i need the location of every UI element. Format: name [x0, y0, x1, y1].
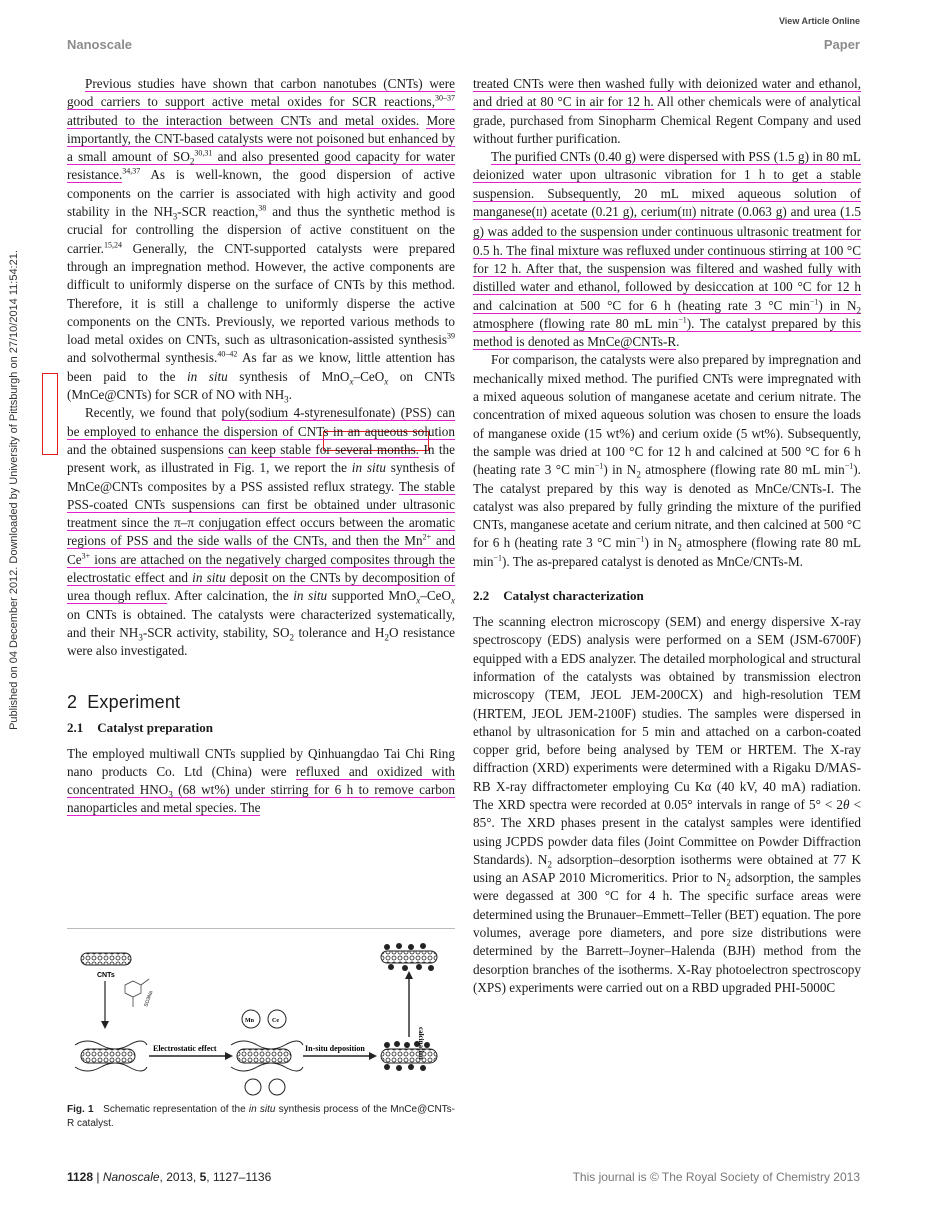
- red-annotation-box-left: [42, 373, 58, 455]
- arrow-head-icon-2: [225, 1052, 233, 1060]
- figure-1: [67, 928, 455, 1097]
- cnt-tube-icon: [81, 953, 131, 965]
- subsection-heading-preparation: 2.1 Catalyst preparation: [67, 719, 213, 735]
- ce-ion-icon-2: [245, 1079, 261, 1095]
- ce-label: Ce: [272, 1018, 279, 1024]
- section-label: Paper: [823, 37, 860, 52]
- paragraph-prep-1-cont: treated CNTs were then washed fully with deionized water and ethanol, and dried at 80 °C in air for 12 h. All other chemicals were of analytical grade, purchased from Sinopharm Chemical Regent Company and used without further purification.: [473, 76, 861, 146]
- paragraph-prep-2: The purified CNTs (0.40 g) were dispersed with PSS (1.5 g) in 80 mL deionized water upon ultrasonic vibration for 1 h to get a stable suspension. Subsequently, 20 mL mixed aqueous solution of manganese(II) acetate (0.21 g), cerium(III) nitrate (0.063 g) and urea (1.5 g) was added to the suspension under continuous ultrasonic treatment for 0.5 h. The final mixture was refluxed under continuous stirring at 100 °C for 12 h. After that, the suspension was filtered and washed fully with distilled water and ethanol, followed by desiccation at 100 °C for 12 h and calcination at 500 °C for 6 h (heating rate 3 °C $\min^{-1}$) in $N_2$ atmosphere (flowing rate 80 mL $\min^{-1}$). The catalyst prepared by this method is denoted as MnCe@CNTs-R.: [473, 149, 862, 350]
- paragraph-char-1: The scanning electron microscopy (SEM) and energy dispersive X-ray spectroscopy (EDS) analysis were performed on a SEM (JSM-6700F) equipped with a EDS analyzer. The detailed morphological and structural information of the catalysts was obtained by transmission electron microscopy (TEM, JEOL JEM-200CX) and high-resolution TEM (HRTEM, JEOL JEM-2100F) studies. The samples were dispersed in ethanol by ultrasonication for 5 min and attached on a carbon-coated copper grid, before being analysed by TEM or HRTEM. The X-ray diffraction (XRD) experiments were determined with a Rigaku D/MAS-RB X-ray diffractometer employing Cu Kα (40 kV, 40 mA) radiation. The XRD spectra were recorded at 0.05° intervals in range of 5° < 2θ < 85°. The XRD phases present in the catalyst samples were identified using JCPDS powder data files (Joint Committee on Powder Diffraction Standards). $N_2$ adsorption–desorption isotherms were obtained at 77 K using an ASAP 2010 Micromeritics. Prior to $N_2$ adsorption, the samples were degassed at 300 °C for 4 h. The specific surface areas were determined using the Brunauer–Emmett–Teller (BET) equation. The pore volumes, average pore diameters, and pore size distributions were determined by the Barrett–Joyner–Halenda (BJH) method from the desorption branches of the isotherms. X-Ray photoelectron spectroscopy (XPS) experiments were carried out on a RBD upgraded PHI-5000C: [473, 614, 862, 995]
- so3na-label: SO3Na: [143, 990, 155, 1008]
- deposited-cnt-icon: [381, 1041, 437, 1071]
- final-catalyst-icon: [381, 943, 437, 971]
- right-column: [473, 75, 861, 997]
- paragraph-intro-2: Recently, we found that poly(sodium 4-styrenesulfonate) (PSS) can be employed to enhance the dispersion of CNTs in an aqueous solution and the obtained suspensions can keep stable for several months. In the present work, as illustrated in Fig. 1, we report the in situ synthesis of MnCe@CNTs composites by a PSS assisted reflux strategy. The stable PSS-coated CNTs suspensions can first be obtained under ultrasonic treatment since the π–π conjugation effect occurs between the aromatic regions of PSS and the side walls of the CNTs, and then the $Mn^{2+}$ and $Ce^{3+}$ ions are attached on the negatively charged composites through the electrostatic effect and in situ deposit on the CNTs by decomposition of urea though reflux. After calcination, the in situ supported MnO$_x$–CeO$_x$ on CNTs is obtained. The catalysts were characterized systematically, and their $NH_3$-SCR activity, stability, $SO_2$ tolerance and $H_2O$ resistance were also investigated.: [67, 405, 456, 659]
- ion-adsorbed-cnt-icon: [231, 1041, 303, 1071]
- view-article-online-link[interactable]: View Article Online: [778, 16, 860, 26]
- figure-label: Fig. 1: [67, 1104, 94, 1115]
- sidebar-text: Published on 04 December 2012. Downloaded by University of Pittsburgh on 27/10/2014 11:54:21.: [8, 250, 20, 730]
- paragraph-prep-3: For comparison, the catalysts were also prepared by impregnation and mechanically mixed method. The purified CNTs were impregnated with a mixed aqueous solution of manganese acetate and cerium nitrate. The concentration of mixed aqueous solution was chosen to ensure the loads of manganese oxide (15 wt%) and cerium oxide (5 wt%). Subsequently, the sample was dried at 100 °C for 12 h and calcined at 500 °C for 6 h (heating rate 3 °C $\min^{-1}$) in $N_2$ atmosphere (flowing rate 80 mL $\min^{-1}$). The catalyst prepared by this way is denoted as MnCe/CNTs-I. The catalyst was also prepared by fully grinding the mixture of the purified CNTs, manganese acetate and cerium nitrate, and then calcined at 500 °C for 6 h (heating rate 3 °C $\min^{-1}$) in $N_2$ atmosphere (flowing rate 80 mL $\min^{-1}$). The as-prepared catalyst is denoted as MnCe/CNTs-M.: [473, 352, 862, 569]
- subsection-heading-characterization: 2.2 Catalyst characterization: [473, 588, 644, 604]
- sidebar-publication-note: [4, 200, 24, 780]
- figure-1-schematic: [67, 937, 455, 1097]
- arrow-head-icon: [101, 1021, 109, 1029]
- in-situ-deposition-label: In-situ deposition: [305, 1044, 365, 1053]
- left-column: [67, 75, 455, 818]
- section-heading-experiment: 2 Experiment: [67, 691, 181, 712]
- figure-1-caption: Fig. 1 Schematic representation of the in situ synthesis process of the MnCe@CNTs-R catalyst.: [67, 1104, 455, 1129]
- pss-coated-cnt-icon: [75, 1041, 147, 1071]
- footer-copyright: This journal is © The Royal Society of Chemistry 2013: [572, 1170, 860, 1184]
- paragraph-prep-1: The employed multiwall CNTs supplied by Qinhuangdao Tai Chi Ring nano products Co. Ltd (China) were refluxed and oxidized with concentrated $HNO_3$ (68 wt%) under stirring for 6 h to remove carbon nanoparticles and metal species. The: [67, 745, 455, 816]
- journal-name: Nanoscale: [67, 37, 133, 52]
- arrow-head-icon-4: [405, 971, 413, 979]
- footer-citation: 1128 | Nanoscale, 2013, 5, 1127–1136: [67, 1170, 272, 1184]
- electrostatic-effect-label: Electrostatic effect: [153, 1044, 217, 1053]
- arrow-head-icon-3: [369, 1052, 377, 1060]
- cnts-label: CNTs: [97, 972, 115, 979]
- page-number: 1128: [67, 1170, 94, 1184]
- calcination-label: calcination: [417, 1027, 425, 1060]
- mn-label: Mn: [245, 1018, 254, 1024]
- mn-ion-icon-2: [269, 1079, 285, 1095]
- paragraph-intro-1: Previous studies have shown that carbon nanotubes (CNTs) were good carriers to support active metal oxides for SCR reactions,$^{30-37}$ attributed to the interaction between CNTs and metal oxides. More importantly, the CNT-based catalysts were not poisoned but enhanced by a small amount of $SO_2^{30,31}$ and also presented good capacity for water resistance.$^{34,37}$ As is well-known, the good dispersion of active components on the carrier is associated with high activity and good stability in the $NH_3$-SCR reaction,$^{38}$ and thus the synthetic method is crucial for controlling the dispersion of active constituent on the carrier.$^{15,24}$ Generally, the CNT-supported catalysts were prepared through an impregnation method. However, the active components are difficult to uniformly disperse on the surface of CNTs by this method. Therefore, it is still a challenge to uniformly disperse the active components on the CNTs. Previously, we reported various methods to load metal oxides on CNTs, such as ultrasonication-assisted synthesis$^{39}$ and solvothermal synthesis.$^{40-42}$ As far as we know, little attention has been paid to the in situ synthesis of MnO$_x$–CeO$_x$ on CNTs (MnCe@CNTs) for SCR of NO with $NH_3$.: [67, 76, 456, 405]
